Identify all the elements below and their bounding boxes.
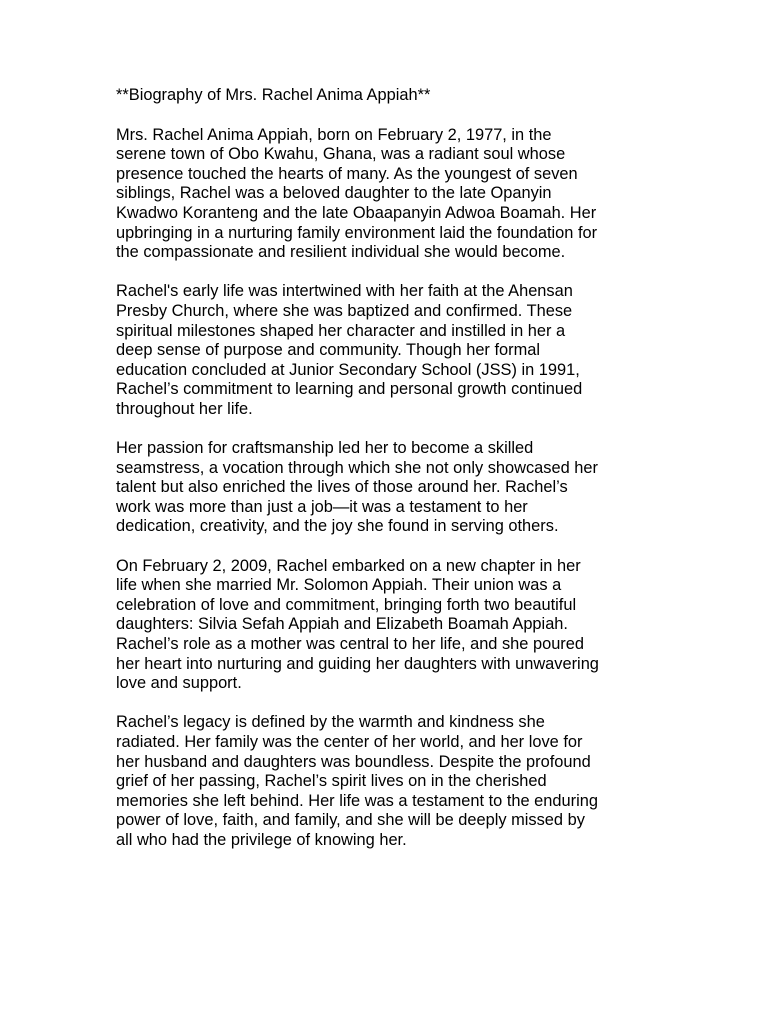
text-line: throughout her life. bbox=[116, 399, 253, 418]
text-line: Her passion for craftsmanship led her to become a skilled bbox=[116, 439, 534, 458]
text-line: radiated. Her family was the center of her world, and her love for bbox=[116, 733, 583, 751]
text-line: spiritual milestones shaped her character and instilled in her a bbox=[116, 321, 566, 340]
text-line: deep sense of purpose and community. Though her formal bbox=[116, 341, 540, 360]
paragraph-legacy bbox=[116, 713, 652, 850]
text-line: work was more than just a job—it was a testament to her bbox=[116, 497, 528, 516]
text-line: presence touched the hearts of many. As the youngest of seven bbox=[116, 164, 578, 183]
text-line: talent but also enriched the lives of those around her. Rachel’s bbox=[116, 478, 568, 497]
paragraph-faith bbox=[116, 282, 652, 419]
text-line: her heart into nurturing and guiding her daughters with unwavering bbox=[116, 654, 599, 673]
text-line: power of love, faith, and family, and she will be deeply missed by bbox=[116, 811, 585, 830]
text-line: Rachel's early life was intertwined with her faith at the Ahensan bbox=[116, 282, 573, 301]
text-line: memories she left behind. Her life was a testament to the enduring bbox=[116, 791, 598, 810]
text-line: Presby Church, where she was baptized and confirmed. These bbox=[116, 301, 573, 320]
text-line: siblings, Rachel was a beloved daughter to the late Opanyin bbox=[116, 184, 552, 203]
paragraph-early-life bbox=[116, 126, 652, 263]
text-line: the compassionate and resilient individual she would become. bbox=[116, 243, 566, 262]
text-line: dedication, creativity, and the joy she found in serving others. bbox=[116, 517, 559, 536]
text-line: her husband and daughters was boundless. Despite the profound bbox=[116, 752, 591, 771]
text-line: education concluded at Junior Secondary School (JSS) in 1991, bbox=[116, 360, 580, 379]
text-line: serene town of Obo Kwahu, Ghana, was a radiant soul whose bbox=[116, 145, 566, 164]
text-line: love and support. bbox=[116, 674, 242, 693]
text-line: Rachel’s legacy is defined by the warmth and kindness she bbox=[116, 713, 545, 732]
text-line: On February 2, 2009, Rachel embarked on a new chapter in her bbox=[116, 556, 581, 575]
text-line: Kwadwo Koranteng and the late Obaapanyin Adwoa Boamah. Her bbox=[116, 203, 597, 222]
text-line: daughters: Silvia Sefah Appiah and Elizabeth Boamah Appiah. bbox=[116, 615, 568, 634]
text-line: seamstress, a vocation through which she not only showcased her bbox=[116, 458, 598, 477]
document-title: **Biography of Mrs. Rachel Anima Appiah** bbox=[116, 86, 431, 104]
paragraph-craftsmanship bbox=[116, 439, 652, 537]
text-line: Mrs. Rachel Anima Appiah, born on February 2, 1977, in the bbox=[116, 125, 552, 144]
text-line: celebration of love and commitment, bringing forth two beautiful bbox=[116, 595, 577, 614]
text-line: Rachel’s commitment to learning and personal growth continued bbox=[116, 380, 583, 399]
paragraph-marriage bbox=[116, 557, 652, 694]
text-line: upbringing in a nurturing family environment laid the foundation for bbox=[116, 223, 598, 242]
text-line: all who had the privilege of knowing her. bbox=[116, 830, 407, 849]
text-line: Rachel’s role as a mother was central to her life, and she poured bbox=[116, 635, 584, 654]
text-line: life when she married Mr. Solomon Appiah. Their union was a bbox=[116, 576, 562, 595]
text-line: grief of her passing, Rachel’s spirit lives on in the cherished bbox=[116, 772, 547, 791]
